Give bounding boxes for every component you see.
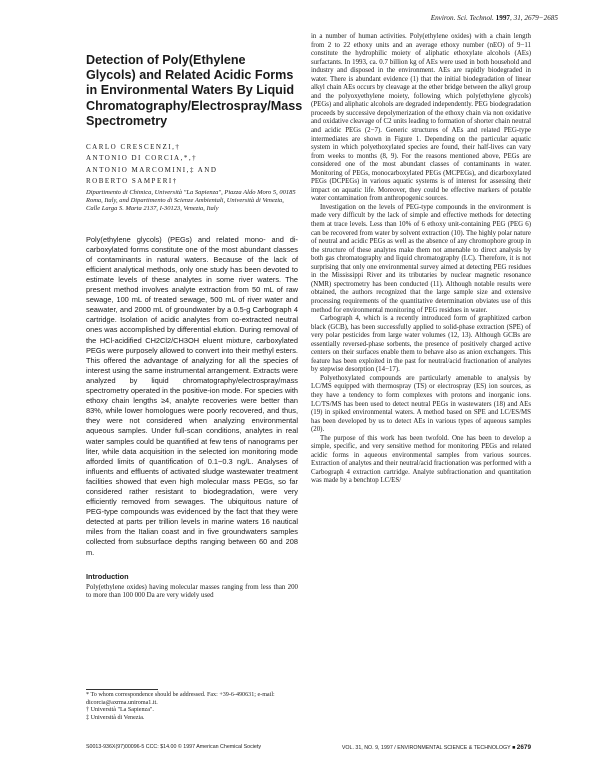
footer-journal-text: VOL. 31, NO. 9, 1997 / ENVIRONMENTAL SCIENCE & TECHNOLOGY (341, 745, 511, 751)
affiliation: Dipartimento di Chimica, Università "La Sapienza", Piazza Aldo Moro 5, 00185 Roma, Italy, and Dipartimento di Scienze Ambientali, Università di Venezia, Calle Larga S. Marta 2137, I-30123, Venezia, Italy (86, 188, 296, 212)
author: ROBERTO SAMPERI† (86, 177, 178, 186)
journal-name: Environ. Sci. Technol. (430, 14, 494, 22)
running-header: Environ. Sci. Technol. 1997, 31, 2679−2685 (430, 14, 558, 22)
author: ANTONIO DI CORCIA,*,† (86, 154, 198, 163)
footnote-rule (86, 689, 158, 690)
author: CARLO CRESCENZI,† (86, 143, 181, 152)
author-list (86, 143, 298, 186)
body-paragraph: Polyethoxylated compounds are particularly amenable to analysis by LC/MS equipped with thermospray (TS) or electrospray (ES) ion sources, as they have a tendency to form complexes with protons and inorganic ions. LC/TS/MS has been used to detect neutral PEGs in wastewaters (18) and AEs (19) in spiked environmental waters. A method based on SPE and LC/ES/MS has been developed by us to detect AEs in various types of aqueous samples (20). (311, 374, 531, 434)
body-paragraph: Investigation on the levels of PEG-type compounds in the environment is made very difficult by the lack of simple and effective methods for detecting them at trace levels. Less than 10% of 6 ethoxy unit-containing PEG (PEG 6) can be recovered from water by solvent extraction (10). The highly polar nature of neutral and acidic PEGs as well as the absence of any chromophore group in the structure of these analytes make them not amenable to direct analysis by both gas chromatography and liquid chromatography (LC). Therefore, it is not surprising that only one environmental survey aimed at detecting PEG residues in the Mississippi River and its tributaries by nuclear magnetic resonance (NMR) spectrometry has been conducted (11). Although notable results were obtained, the authors recognized that the large sample size and extensive processing requirements of the quantitative determination obviates use of this method for environmental monitoring of PEG residues in water. (311, 203, 531, 314)
abstract: Poly(ethylene glycols) (PEGs) and related mono- and di-carboxylated forms constitute one of the most abundant classes of contaminants in natural waters. Because of the lack of efficient analytical methods, only one study has been devoted to estimate levels of these analytes in some river waters. The present method involves analyte extraction from 50 mL of raw sewage, 100 mL of treated sewage, 500 mL of river water and seawater, and 2000 mL of groundwater by a 0.5-g Carbograph 4 cartridge. Isolation of acidic analytes from co-extracted neutral ones was accomplished by differential elution. During removal of the HCl-acidified CH2Cl2/CH3OH eluent mixture, carboxylated PEGs were purposely allowed to convert into their methyl esters. This offered the advantage of analyzing for all the species of interest using the same instrumental arrangement. Extracts were analyzed by liquid chromatography/electrospray/mass spectrometry operated in the positive-ion mode. For species with ethoxy chain lengths ≥4, analyte recoveries were better than 83%, while lower homologues were poorly recovered, and thus, they were not considered when analyzing environmental aqueous samples. Under full-scan conditions, analytes in real water samples could be quantified at few tens of nanograms per liter, while data acquisition in the selected ion monitoring mode afforded limits of quantification of 0.1−0.3 ng/L. Analyses of influents and effluents of activated sludge wastewater treatment facilities showed that even high molecular mass PEGs, so far considered rather resistant to biodegradation, were very efficiently removed from sewages. The ubiquitous nature of PEG-type compounds was evidenced by the fact that they were detected at parts per trillion levels in marine waters 16 nautical miles from the Italian coast and in five groundwaters samples collected from subsurface depths ranging between 60 and 208 m. (86, 234, 298, 557)
footer-copyright: S0013-936X(97)00096-5 CCC: $14.00 © 1997 American Chemical Society (86, 744, 261, 750)
body-paragraph: The purpose of this work has been twofold. One has been to develop a simple, specific, and very sensitive method for monitoring PEGs and related acidic forms in aqueous environmental samples from various sources. Extraction of analytes and their neutral/acid fractionation was performed with a Carbograph 4 extraction cartridge. Analyte subfractionation and quantitation was made by a benchtop LC/ES/ (311, 434, 531, 485)
section-heading-introduction: Introduction (86, 571, 129, 581)
journal-pages: 31, 2679−2685 (513, 14, 558, 22)
journal-year: 1997 (495, 14, 511, 22)
page-number: 2679 (516, 744, 531, 751)
article-title: Detection of Poly(Ethylene Glycols) and Related Acidic Forms in Environmental Waters By Liquid Chromatography/Electrospray/Mass Spectrometry (86, 53, 303, 128)
footnote-affil-2: ‡ Università di Venezia. (86, 714, 145, 721)
left-column (86, 33, 303, 601)
footnote-correspondence: * To whom correspondence should be addressed. Fax: +39-6-490631; e-mail: dicorcia@axrma.uniroma1.it. (86, 692, 275, 706)
intro-paragraph: Poly(ethylene oxides) having molecular masses ranging from less than 200 to more than 100 000 Da are very widely used (86, 583, 298, 600)
author: ANTONIO MARCOMINI,‡ AND (86, 165, 218, 174)
right-column (311, 33, 531, 486)
footer-journal: VOL. 31, NO. 9, 1997 / ENVIRONMENTAL SCIENCE & TECHNOLOGY ■ 2679 (341, 744, 531, 751)
footnote-affil-1: † Università "La Sapienza". (86, 707, 154, 714)
footnotes (86, 692, 298, 722)
body-paragraph: Carbograph 4, which is a recently introduced form of graphitized carbon black (GCB), has been successfully applied to solid-phase extraction (SPE) of very polar pesticides from large water volumes (12, 13). Although GCBs are essentially reversed-phase sorbents, the presence of positively charged active centers on their surfaces enable them to behave also as anion exchangers. This feature has been exploited in the past for neutral/acid fractionation of analytes by stepwise desorption (14−17). (311, 315, 531, 374)
body-paragraph: in a number of human activities. Poly(ethylene oxides) with a chain length from 2 to 22 ethoxy units and an average ethoxy number (nEO) of 9−11 constitute the hydrophilic moiety of aliphatic ethoxylate alcohols (AEs) surfactants. In 1993, ca. 0.7 billion kg of AEs were used in both household and industry and disposed in the environment. AEs are rapidly biodegraded in water. There is abundant evidence (1) that the initial biodegradation of linear alkyl chain AEs occurs by cleavage at the ether bridge between the alkyl group and the polyoxyethylene moiety, following which poly(ethylene glycols) (PEGs) and aliphatic alcohols are degraded independently. PEG biodegradation proceeds by successive depolymerization of the ethoxy chain via non oxidative and oxidative cleavage of C2 units leading to formation of shorter chain neutral and acidic PEGs (2−7). Generic structures of AEs and related PEG-type intermediates are shown in Figure 1. Depending on the particular aquatic system in which polyethoxylated species are found, their half-lives can vary from weeks to months (8, 9). For the reasons mentioned above, PEGs are considered one of the most abundant classes of contaminants in water. Monitoring of PEGs, monocarboxylated PEGs (MCPEGs), and dicarboxylated PEGs (DCPEGs) in various aquatic systems is of interest for assessing their impact on aquatic life. Moreover, they could be effective markers of potable water contamination from anthropogenic sources. (311, 33, 531, 203)
